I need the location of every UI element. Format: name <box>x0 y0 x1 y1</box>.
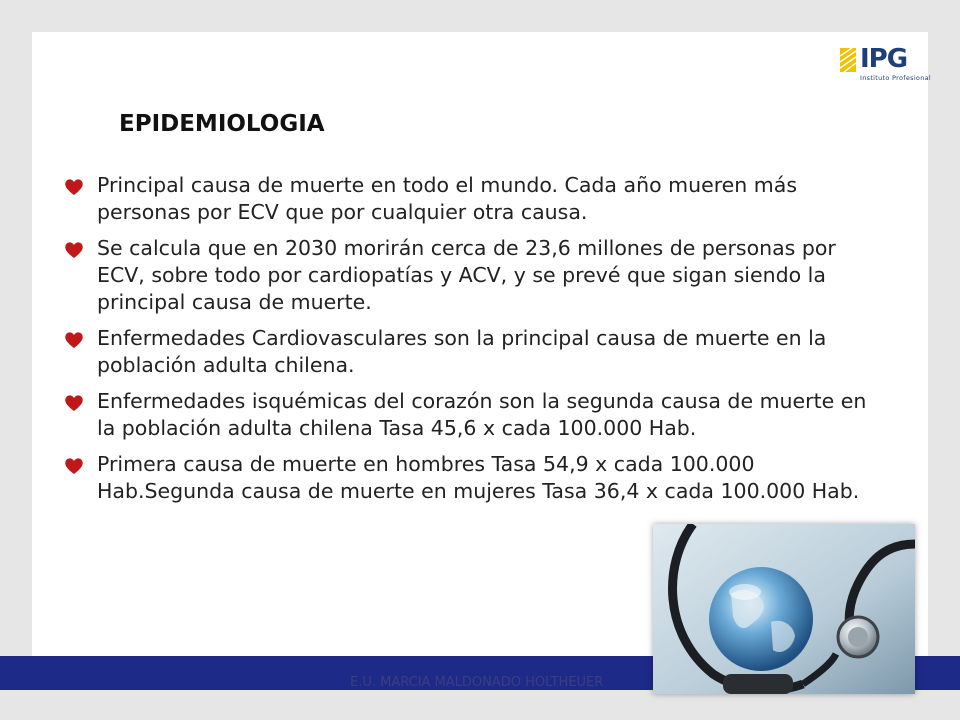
heart-icon <box>64 177 84 197</box>
stethoscope-globe-image <box>653 524 915 694</box>
bullet-text: Primera causa de muerte en hombres Tasa 54,9 x cada 100.000 Hab.Segunda causa de muerte en mujeres Tasa 36,4 x cada 100.000 Hab. <box>97 452 860 503</box>
heart-icon <box>64 330 84 350</box>
bullet-item <box>64 172 879 226</box>
stethoscope-globe-photo <box>653 524 915 694</box>
heart-icon <box>64 456 84 476</box>
slide-title: EPIDEMIOLOGIA <box>119 111 325 137</box>
bullet-item <box>64 388 879 442</box>
bullet-item <box>64 235 879 316</box>
bullet-text: Principal causa de muerte en todo el mundo. Cada año mueren más personas por ECV que por cualquier otra causa. <box>97 173 798 224</box>
ipg-logo <box>838 44 932 90</box>
logo-subtitle: Instituto Profesional <box>860 74 932 82</box>
bullet-item <box>64 325 879 379</box>
ipg-logo-mark-icon <box>838 46 858 74</box>
bullet-item <box>64 451 879 505</box>
bullet-list <box>64 172 879 514</box>
footer-author: E.U. MARCIA MALDONADO HOLTHEUER <box>350 675 604 690</box>
bullet-text: Enfermedades isquémicas del corazón son la segunda causa de muerte en la población adulta chilena Tasa 45,6 x cada 100.000 Hab. <box>97 389 867 440</box>
heart-icon <box>64 393 84 413</box>
logo-text: IPG <box>860 44 908 74</box>
bullet-text: Enfermedades Cardiovasculares son la principal causa de muerte en la población adulta chilena. <box>97 326 827 377</box>
bullet-text: Se calcula que en 2030 morirán cerca de 23,6 millones de personas por ECV, sobre todo por cardiopatías y ACV, y se prevé que sigan siendo la principal causa de muerte. <box>97 236 836 314</box>
heart-icon <box>64 240 84 260</box>
